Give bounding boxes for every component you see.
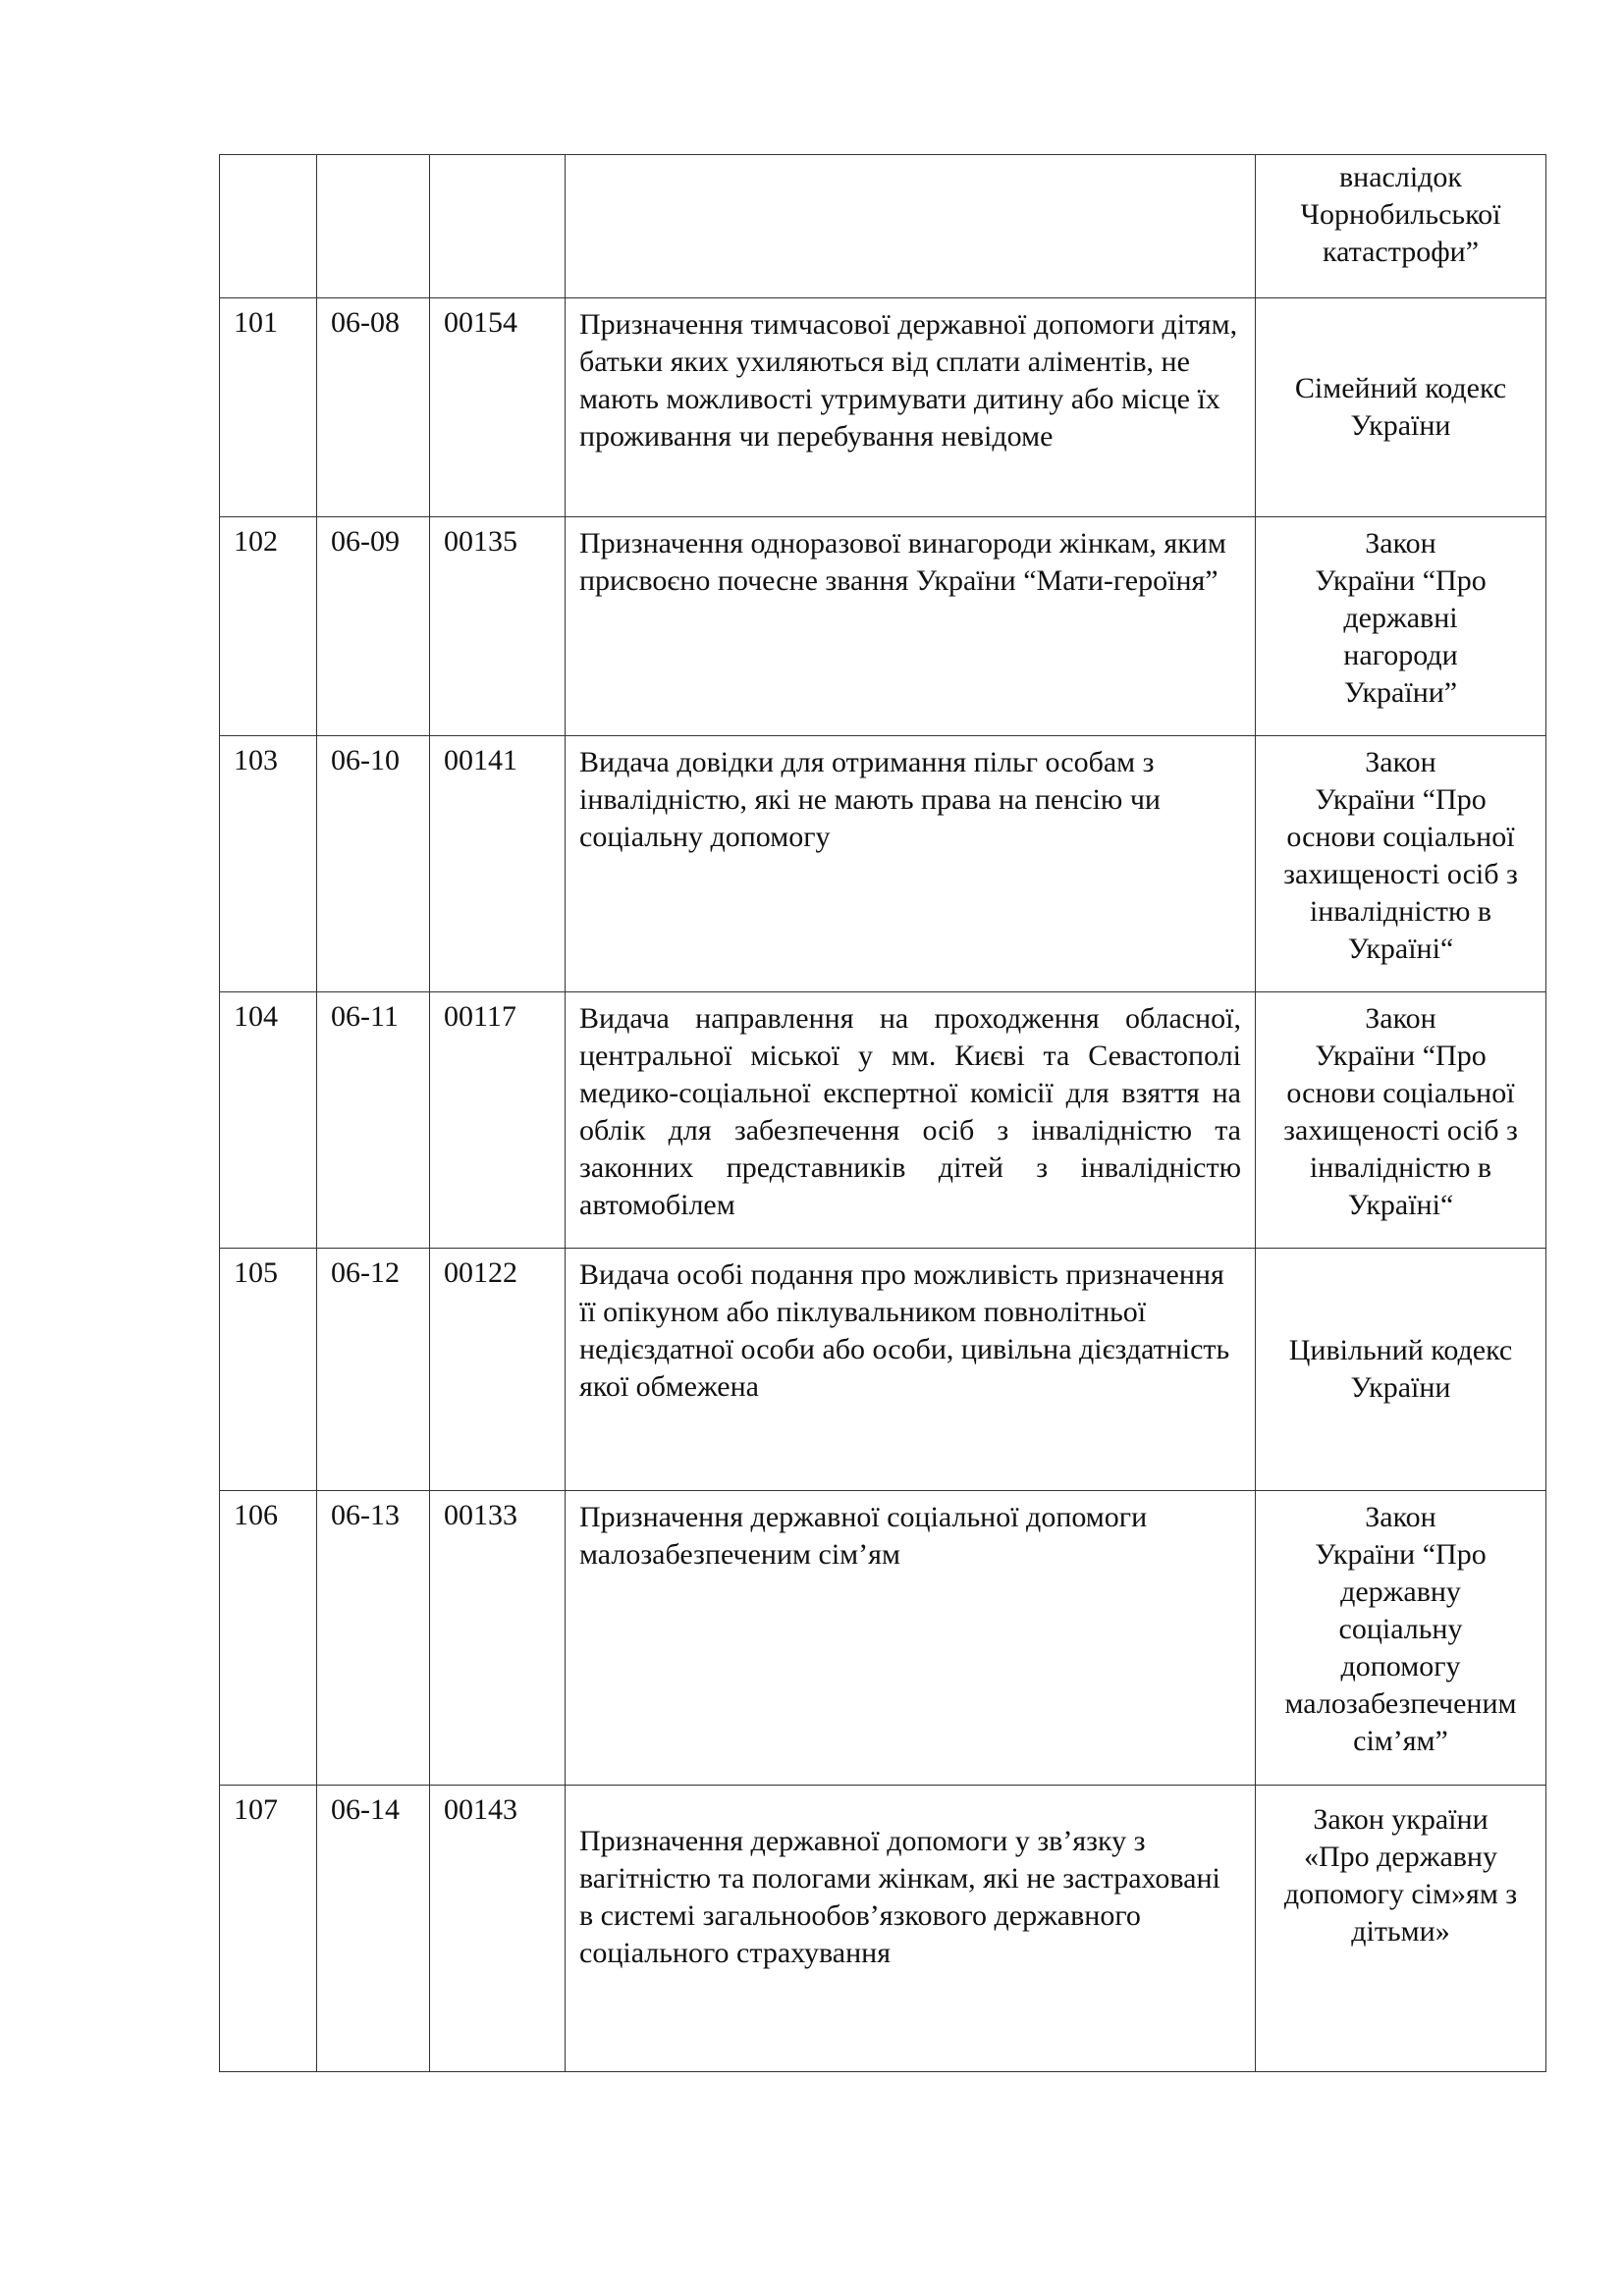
cell-number: 105 xyxy=(220,1249,317,1491)
cell-code xyxy=(317,155,430,298)
cell-legal-basis xyxy=(1256,992,1546,1249)
table-row xyxy=(220,992,1546,1249)
cell-code: 06-09 xyxy=(317,517,430,736)
legal-basis-text: Закон України “Про державні нагороди України” xyxy=(1315,527,1487,709)
legal-basis-text: Цивільний кодекс України xyxy=(1288,1334,1513,1404)
cell-code: 06-10 xyxy=(317,736,430,992)
cell-description: Видача направлення на проходження обласної, центральної міської у мм. Києві та Севастополі медико-соціальної експертної комісії для взяття на облік для забезпечення осіб з інвалідністю та законних представників дітей з інвалідністю автомобілем xyxy=(566,992,1256,1249)
cell-code: 06-08 xyxy=(317,298,430,517)
table-row xyxy=(220,298,1546,517)
cell-id: 00122 xyxy=(430,1249,566,1491)
cell-description: Призначення тимчасової державної допомоги дітям, батьки яких ухиляються від сплати аліментів, не мають можливості утримувати дитину або місце їх проживання чи перебування невідоме xyxy=(566,298,1256,517)
cell-description: Видача довідки для отримання пільг особам з інвалідністю, які не мають права на пенсію чи соціальну допомогу xyxy=(566,736,1256,992)
cell-number: 102 xyxy=(220,517,317,736)
legal-basis-text: внаслідок Чорнобильської катастрофи” xyxy=(1300,161,1501,268)
cell-id: 00143 xyxy=(430,1786,566,2072)
cell-id: 00133 xyxy=(430,1491,566,1786)
cell-legal-basis xyxy=(1256,736,1546,992)
cell-description: Призначення державної соціальної допомоги малозабезпеченим сім’ям xyxy=(566,1491,1256,1786)
cell-legal-basis xyxy=(1256,1786,1546,2072)
cell-number xyxy=(220,155,317,298)
cell-legal-basis xyxy=(1256,155,1546,298)
legal-basis-text: Закон України “Про основи соціальної захищеності осіб з інвалідністю в Україні“ xyxy=(1283,746,1518,965)
table-row xyxy=(220,1786,1546,2072)
cell-description: Призначення одноразової винагороди жінкам, яким присвоєно почесне звання України “Мати-героїня” xyxy=(566,517,1256,736)
table-row xyxy=(220,517,1546,736)
cell-id: 00135 xyxy=(430,517,566,736)
cell-number: 103 xyxy=(220,736,317,992)
legal-basis-text: Закон України “Про державну соціальну допомогу малозабезпеченим сім’ям” xyxy=(1284,1501,1517,1757)
cell-code: 06-11 xyxy=(317,992,430,1249)
cell-description xyxy=(566,155,1256,298)
table-row xyxy=(220,1249,1546,1491)
cell-legal-basis xyxy=(1256,1491,1546,1786)
cell-code: 06-13 xyxy=(317,1491,430,1786)
cell-number: 104 xyxy=(220,992,317,1249)
cell-number: 101 xyxy=(220,298,317,517)
cell-description: Видача особі подання про можливість призначення її опікуном або піклувальником повнолітньої недієздатної особи або особи, цивільна дієздатність якої обмежена xyxy=(566,1249,1256,1491)
table-row-continuation xyxy=(220,155,1546,298)
services-table xyxy=(219,154,1546,2072)
cell-legal-basis xyxy=(1256,1249,1546,1491)
cell-code: 06-14 xyxy=(317,1786,430,2072)
table-row xyxy=(220,1491,1546,1786)
legal-basis-text: Закон україни «Про державну допомогу сім»ям з дітьми» xyxy=(1283,1803,1518,1948)
cell-number: 106 xyxy=(220,1491,317,1786)
cell-description: Призначення державної допомоги у зв’язку з вагітністю та пологами жінкам, які не застраховані в системі загальнообов’язкового державного соціального страхування xyxy=(566,1786,1256,2072)
table-row xyxy=(220,736,1546,992)
cell-legal-basis xyxy=(1256,517,1546,736)
cell-id: 00117 xyxy=(430,992,566,1249)
legal-basis-text: Закон України “Про основи соціальної захищеності осіб з інвалідністю в Україні“ xyxy=(1283,1002,1518,1221)
legal-basis-text: Сімейний кодекс України xyxy=(1294,372,1507,442)
cell-code: 06-12 xyxy=(317,1249,430,1491)
cell-id: 00141 xyxy=(430,736,566,992)
cell-legal-basis xyxy=(1256,298,1546,517)
cell-id xyxy=(430,155,566,298)
cell-number: 107 xyxy=(220,1786,317,2072)
cell-id: 00154 xyxy=(430,298,566,517)
